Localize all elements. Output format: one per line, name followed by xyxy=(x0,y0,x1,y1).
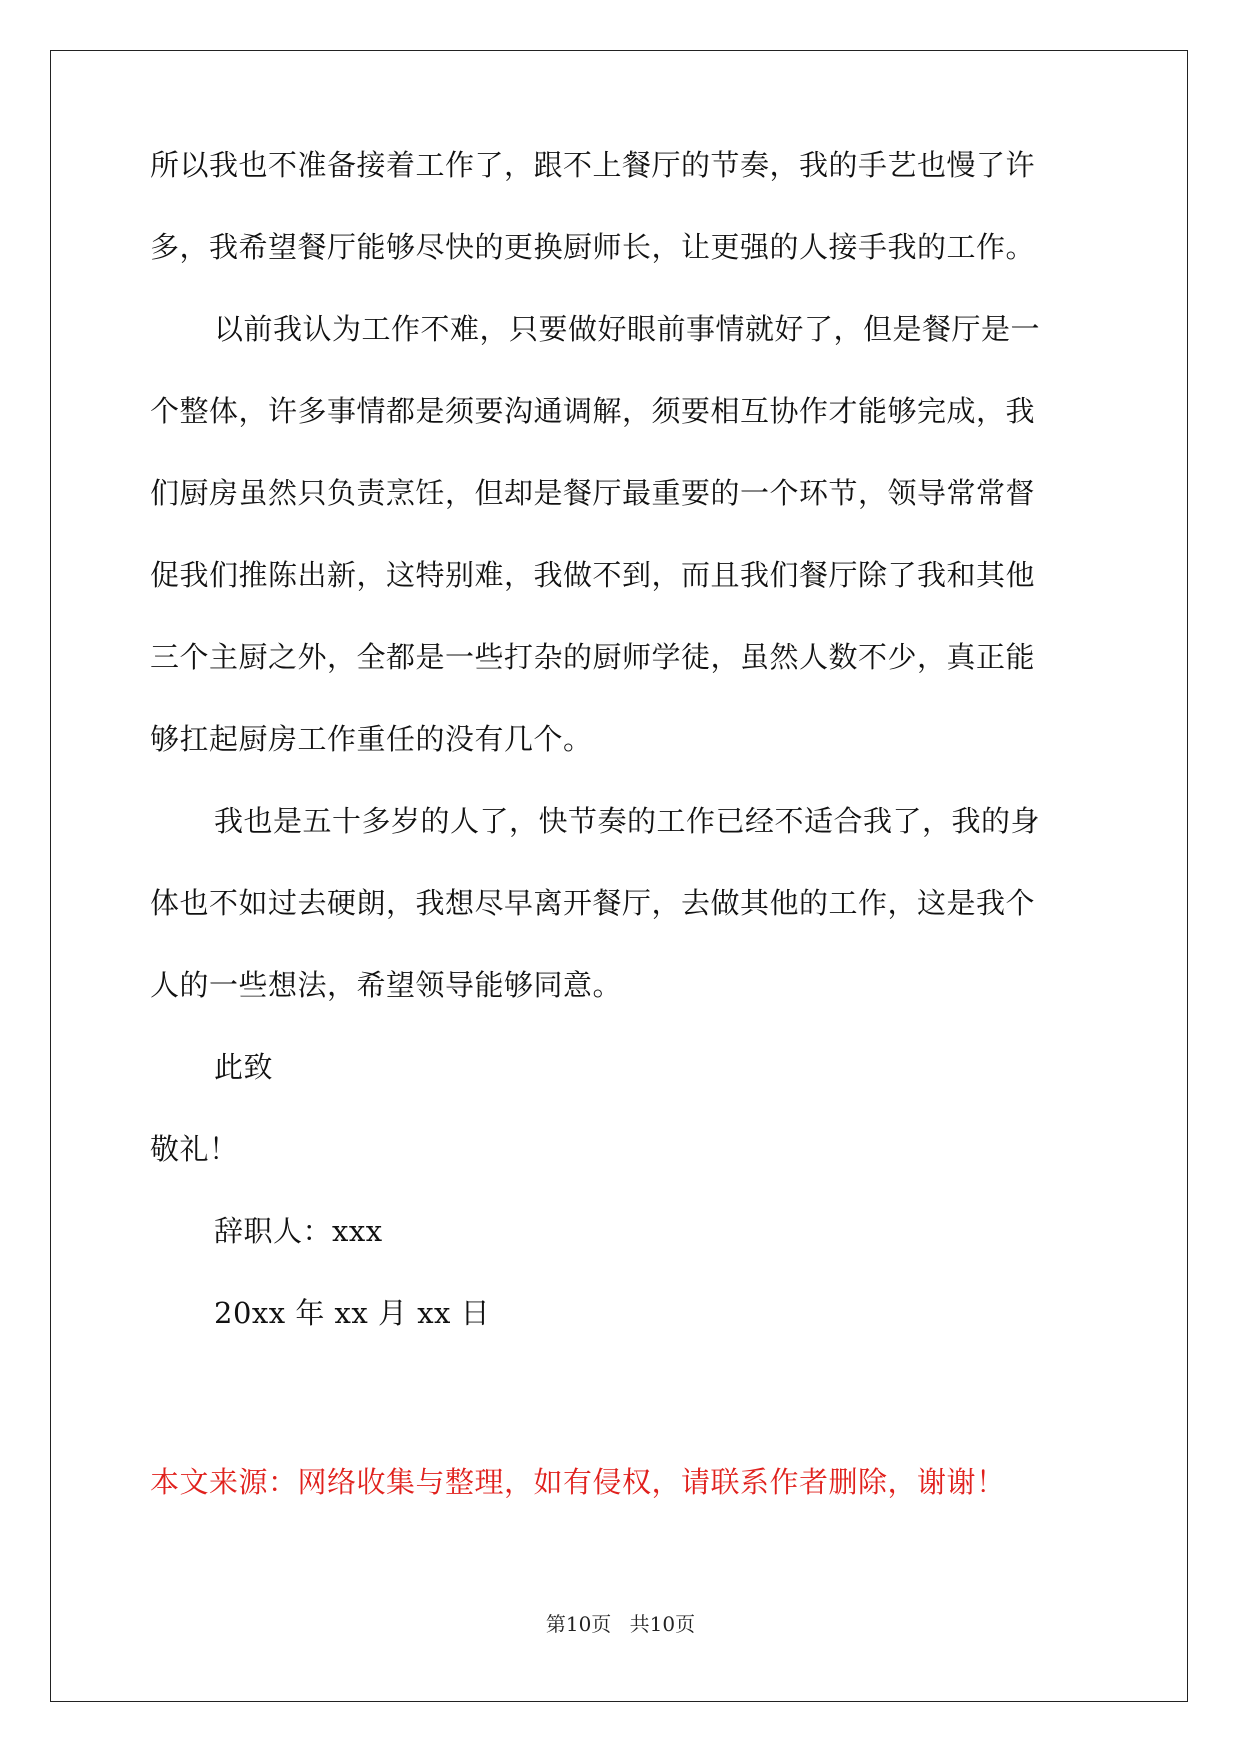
page-number-total: 共10页 xyxy=(629,1612,696,1636)
paragraph-start-line: 我也是五十多岁的人了，快节奏的工作已经不适合我了，我的身 xyxy=(214,804,1041,838)
body-line: 们厨房虽然只负责烹饪，但却是餐厅最重要的一个环节，领导常常督 xyxy=(150,476,1036,510)
body-line: 促我们推陈出新，这特别难，我做不到，而且我们餐厅除了我和其他 xyxy=(150,558,1036,592)
body-line: 个整体，许多事情都是须要沟通调解，须要相互协作才能够完成，我 xyxy=(150,394,1036,428)
closing-regards: 敬礼！ xyxy=(150,1132,239,1166)
document-body xyxy=(150,145,1090,1375)
page-number-current: 第10页 xyxy=(545,1612,612,1636)
body-line: 多，我希望餐厅能够尽快的更换厨师长，让更强的人接手我的工作。 xyxy=(150,230,1036,264)
body-line: 所以我也不准备接着工作了，跟不上餐厅的节奏，我的手艺也慢了许 xyxy=(150,148,1036,182)
body-line: 够扛起厨房工作重任的没有几个。 xyxy=(150,722,593,756)
body-line: 三个主厨之外，全都是一些打杂的厨师学徒，虽然人数不少，真正能 xyxy=(150,640,1036,674)
body-line: 人的一些想法，希望领导能够同意。 xyxy=(150,968,623,1002)
source-disclaimer: 本文来源：网络收集与整理，如有侵权，请联系作者删除，谢谢！ xyxy=(150,1465,1006,1499)
paragraph-start-line: 以前我认为工作不难，只要做好眼前事情就好了，但是餐厅是一 xyxy=(214,312,1041,346)
body-line: 体也不如过去硬朗，我想尽早离开餐厅，去做其他的工作，这是我个 xyxy=(150,886,1036,920)
signatory-line: 辞职人：xxx xyxy=(214,1214,383,1248)
page-footer xyxy=(0,1610,1241,1638)
date-line: 20xx 年 xx 月 xx 日 xyxy=(214,1296,491,1330)
closing-salutation: 此致 xyxy=(214,1050,274,1084)
